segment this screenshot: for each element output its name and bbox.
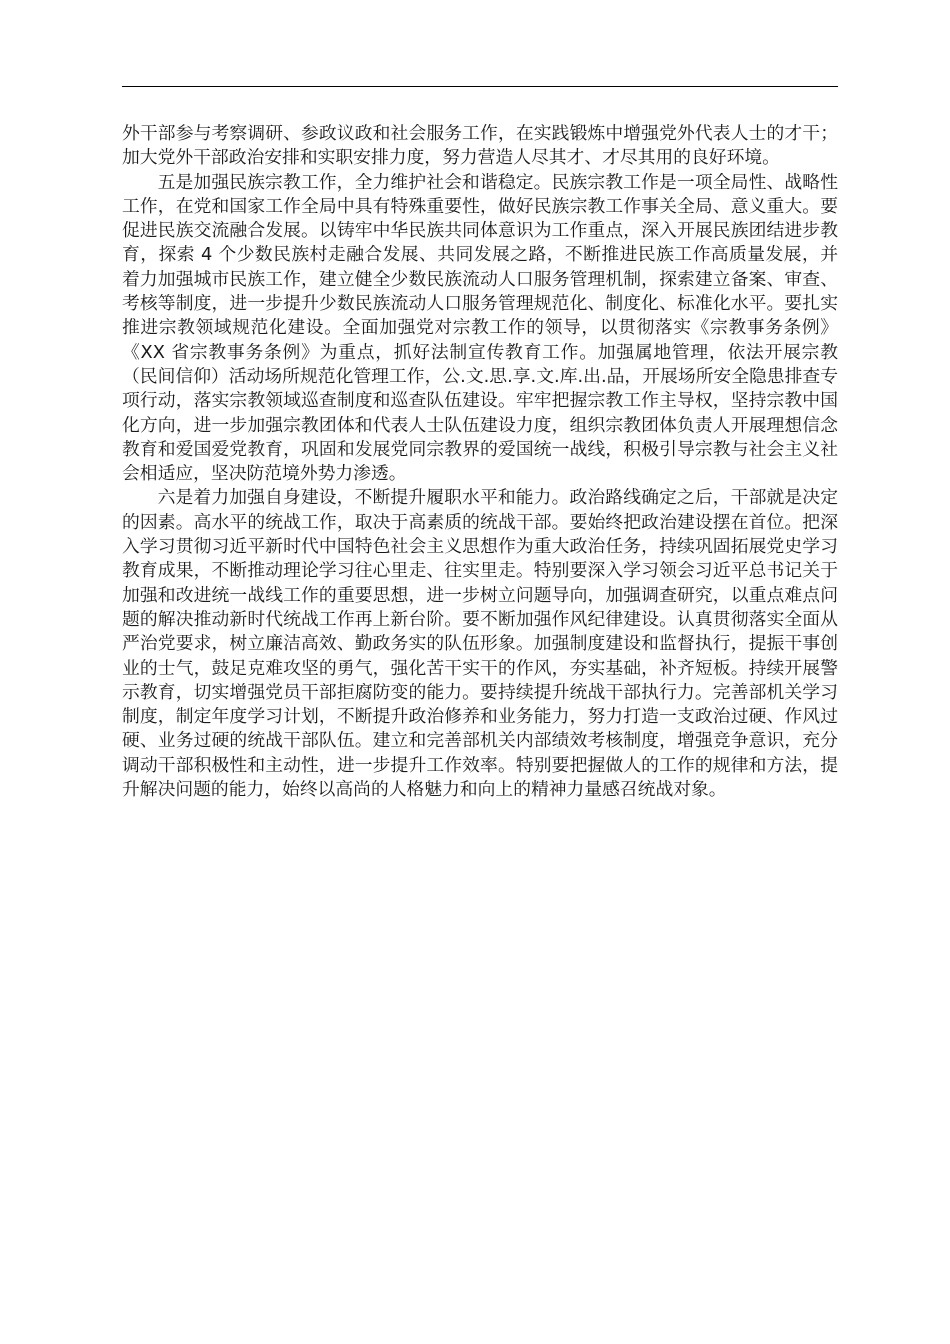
header-rule <box>122 86 838 87</box>
paragraph-self-building: 六是着力加强自身建设，不断提升履职水平和能力。政治路线确定之后，干部就是决定的因素。高水平的统战工作，取决于高素质的统战干部。要始终把政治建设摆在首位。把深入学习贯彻习近平新时代中国特色社会主义思想作为重大政治任务，持续巩固拓展党史学习教育成果，不断推动理论学习往心里走、往实里走。特别要深入学习领会习近平总书记关于加强和改进统一战线工作的重要思想，进一步树立问题导向，加强调查研究，以重点难点问题的解决推动新时代统战工作再上新台阶。要不断加强作风纪律建设。认真贯彻落实全面从严治党要求，树立廉洁高效、勤政务实的队伍形象。加强制度建设和监督执行，提振干事创业的士气，鼓足克难攻坚的勇气，强化苦干实干的作风，夯实基础，补齐短板。持续开展警示教育，切实增强党员干部拒腐防变的能力。要持续提升统战干部执行力。完善部机关学习制度，制定年度学习计划，不断提升政治修养和业务能力，努力打造一支政治过硬、作风过硬、业务过硬的统战干部队伍。建立和完善部机关内部绩效考核制度，增强竞争意识，充分调动干部积极性和主动性，进一步提升工作效率。特别要把握做人的工作的规律和方法，提升解决问题的能力，始终以高尚的人格魅力和向上的精神力量感召统战对象。 <box>122 487 838 801</box>
paragraph-continuation: 外干部参与考察调研、参政议政和社会服务工作，在实践锻炼中增强党外代表人士的才干；加大党外干部政治安排和实职安排力度，努力营造人尽其才、才尽其用的良好环境。 <box>122 123 838 169</box>
document-body <box>122 122 838 802</box>
paragraph-ethnic-religious-work: 五是加强民族宗教工作，全力维护社会和谐稳定。民族宗教工作是一项全局性、战略性工作，在党和国家工作全局中具有特殊重要性，做好民族宗教工作事关全局、意义重大。要促进民族交流融合发展。以铸牢中华民族共同体意识为工作重点，深入开展民族团结进步教育，探索 4 个少数民族村走融合发展、共同发展之路，不断推进民族工作高质量发展，并着力加强城市民族工作，建立健全少数民族流动人口服务管理机制，探索建立备案、审查、考核等制度，进一步提升少数民族流动人口服务管理规范化、制度化、标准化水平。要扎实推进宗教领域规范化建设。全面加强党对宗教工作的领导，以贯彻落实《宗教事务条例》《XX 省宗教事务条例》为重点，抓好法制宣传教育工作。加强属地管理，依法开展宗教（民间信仰）活动场所规范化管理工作，公.文.思.享.文.库.出.品，开展场所安全隐患排查专项行动，落实宗教领域巡查制度和巡查队伍建设。牢牢把握宗教工作主导权，坚持宗教中国化方向，进一步加强宗教团体和代表人士队伍建设力度，组织宗教团体负责人开展理想信念教育和爱国爱党教育，巩固和发展党同宗教界的爱国统一战线，积极引导宗教与社会主义社会相适应，坚决防范境外势力渗透。 <box>122 171 838 485</box>
